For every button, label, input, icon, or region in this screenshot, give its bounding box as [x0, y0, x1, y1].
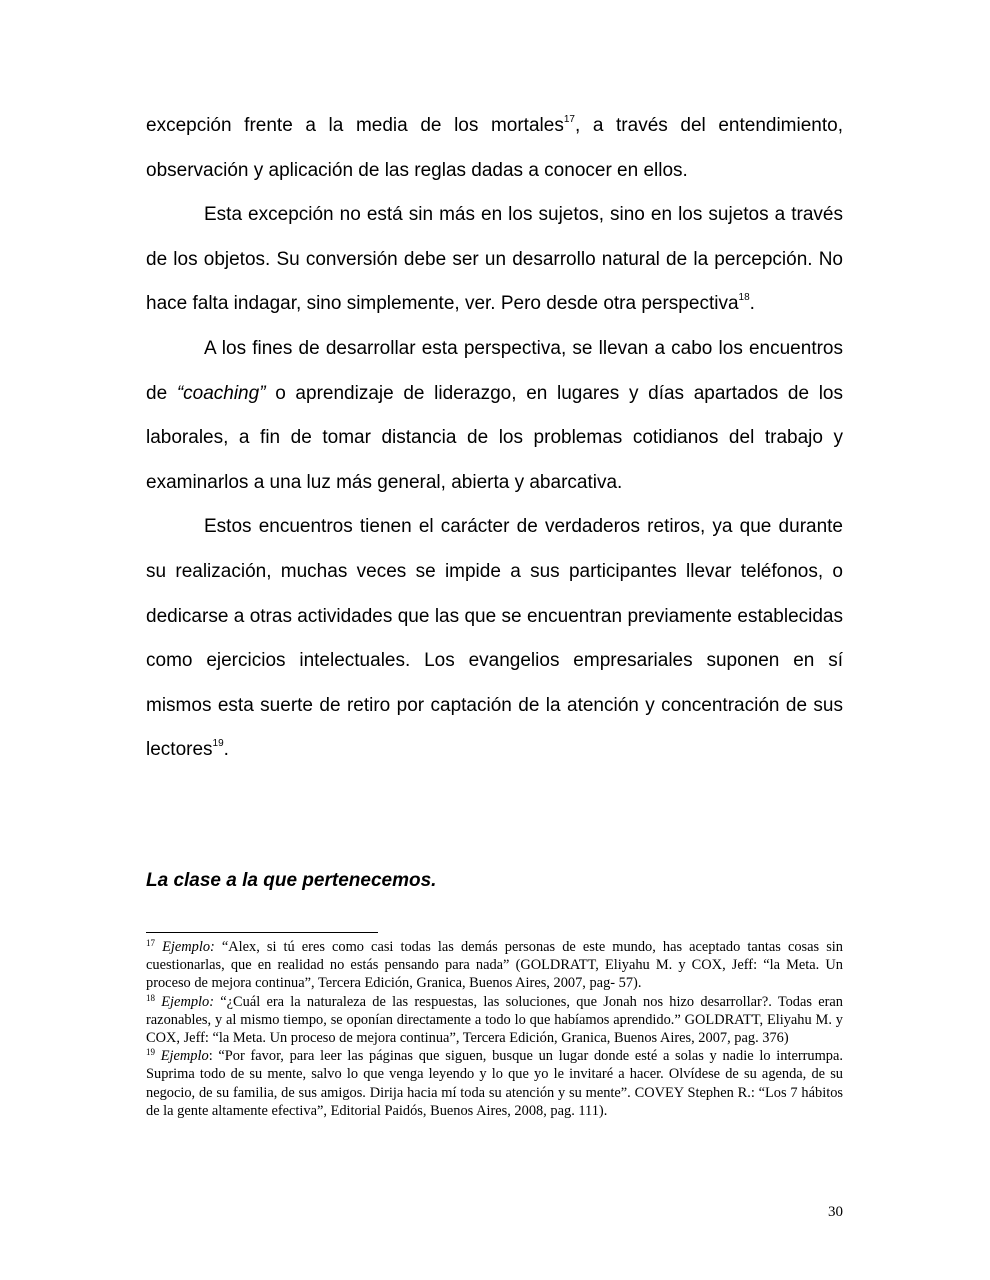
paragraph-text: Esta excepción no está sin más en los sujetos, sino en los sujetos a través de los objetos. Su conversión debe ser un desarrollo natural de la percepción. No hace falta indagar, sino simplemente, ver. Pero desde otra perspectiva [146, 204, 843, 315]
paragraph-text: A los fines de desarrollar esta perspectiva, se llevan a cabo los encuentros de [146, 337, 843, 404]
footnote-label: Ejemplo: [162, 939, 215, 955]
paragraph-text: excepción frente a la media de los mortales [146, 115, 564, 136]
section-heading: La clase a la que pertenecemos. [146, 870, 437, 891]
footnote-18 [146, 993, 843, 1048]
footnote-label: Ejemplo [160, 1048, 209, 1065]
footnote-number: 19 [146, 1047, 155, 1058]
footnotes [146, 938, 843, 1120]
footnote-19 [146, 1047, 843, 1120]
paragraph-1 [146, 104, 843, 193]
paragraph-text: Estos encuentros tienen el carácter de verdaderos retiros, ya que durante su realización, muchas veces se impide a sus participantes llevar teléfonos, o dedicarse a otras actividades que las que se encuentran previamente establecidas como ejercicios intelectuales. Los evangelios empresariales suponen en sí mismos esta suerte de retiro por captación de la atención y concentración de sus lectores [146, 516, 843, 761]
document-page [146, 104, 843, 1119]
paragraph-text: . [223, 739, 229, 761]
footnote-number: 18 [146, 992, 155, 1003]
paragraph-text: o aprendizaje de liderazgo, en lugares y días apartados de los laborales, a fin de tomar distancia de los problemas cotidianos del trabajo y examinarlos a una luz más general, abierta y abarcativa. [146, 382, 843, 493]
footnote-ref-17[interactable]: 17 [563, 114, 575, 125]
paragraph-4 [146, 505, 843, 773]
footnote-separator [146, 932, 378, 933]
footnote-label: Ejemplo: [161, 993, 215, 1010]
footnote-number: 17 [146, 938, 155, 948]
footnote-17 [146, 938, 843, 993]
paragraph-text: . [749, 293, 755, 315]
page-number: 30 [828, 1204, 843, 1220]
paragraph-text: , a través del entendimiento, observación y aplicación de las reglas dadas a conocer en ellos. [146, 115, 843, 181]
footnote-text: “¿Cuál era la naturaleza de las respuestas, las soluciones, que Jonah nos hizo desarrollar?. Todas eran razonables, y al mismo tiempo, se oponían directamente a todo lo que habíamos aprendido.” GOLDRATT, Eliyahu M. y COX, Jeff: “la Meta. Un proceso de mejora continua”, Tercera Edición, Granica, Buenos Aires, 2007, pag. 376) [146, 993, 843, 1047]
italic-term: “coaching” [176, 382, 266, 404]
footnote-ref-19[interactable]: 19 [212, 738, 224, 750]
footnote-text: : “Por favor, para leer las páginas que siguen, busque un lugar donde esté a solas y nadie lo interrumpa. Suprima todo de su mente, salvo lo que venga leyendo y lo que yo le invitaré a hacer. Olvídese de su agenda, de su negocio, de su familia, de sus amigos. Dirija hacia mí toda su atención y su mente”. COVEY Stephen R.: “Los 7 hábitos de la gente altamente efectiva”, Editorial Paidós, Buenos Aires, 2008, pag. 111). [146, 1048, 843, 1119]
paragraph-2 [146, 193, 843, 327]
paragraph-3 [146, 327, 843, 505]
footnote-text: “Alex, si tú eres como casi todas las demás personas de este mundo, has aceptado tantas cosas sin cuestionarlas, que en realidad no estás pensando para nada” (GOLDRATT, Eliyahu M. y COX, Jeff: “la Meta. Un proceso de mejora continua”, Tercera Edición, Granica, Buenos Aires, 2007, pag- 57). [146, 939, 843, 992]
footnote-ref-18[interactable]: 18 [738, 292, 750, 304]
